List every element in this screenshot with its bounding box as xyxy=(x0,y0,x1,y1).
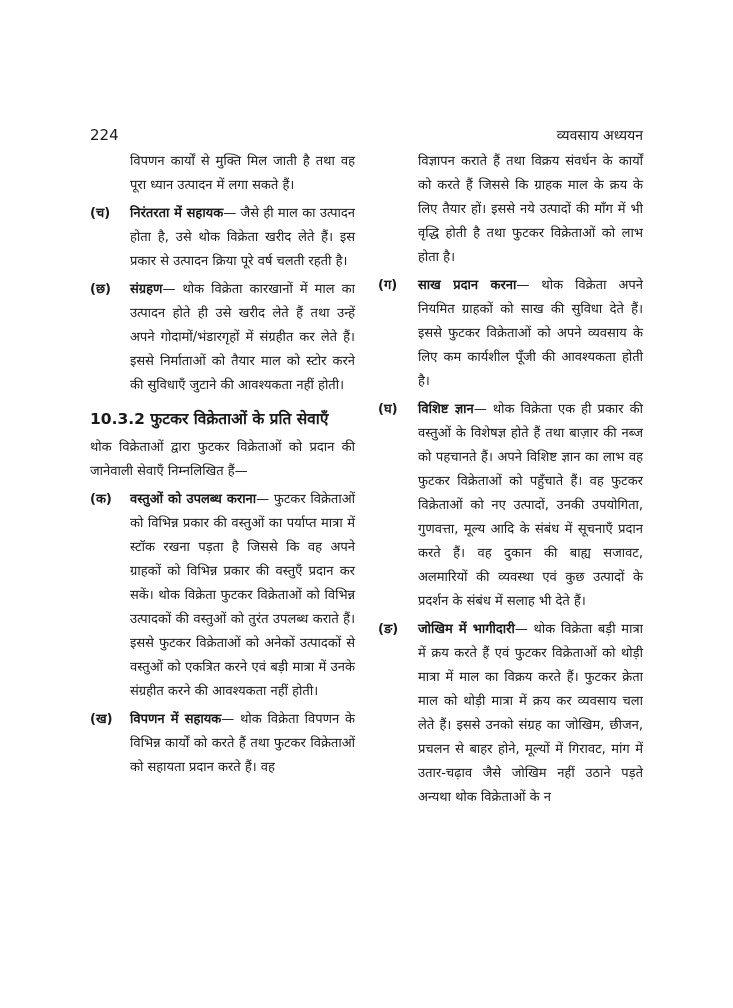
continued-paragraph: विपणन कार्यों से मुक्ति मिल जाती है तथा वह पूरा ध्यान उत्पादन में लगा सकते हैं। xyxy=(130,154,355,193)
list-item-kha xyxy=(90,708,355,780)
item-marker: (छ) xyxy=(90,282,111,297)
item-term: संग्रहण xyxy=(130,282,163,297)
item-marker: (क) xyxy=(90,492,112,507)
item-term: साख प्रदान करना xyxy=(418,278,517,293)
item-text: — थोक विक्रेता बड़ी मात्रा में क्रय करते हैं एवं फुटकर विक्रेताओं को थोड़ी मात्रा में माल का विक्रय करते हैं। फुटकर क्रेता माल को थोड़ी मात्रा में क्रय कर व्यवसाय चला लेते हैं। इससे उनको संग्रह का जोखिम, छीजन, प्रचलन से बाहर होने, मूल्यों में गिरावट, मांग में उतार-चढ़ाव जैसे जोखिम नहीं उठाने पड़ते अन्यथा थोक विक्रेताओं के न xyxy=(418,622,643,805)
item-marker: (ङ) xyxy=(378,622,399,637)
item-marker: (घ) xyxy=(378,402,398,417)
item-text: — थोक विक्रेता विपणन के विभिन्न कार्यों को करते हैं तथा फुटकर विक्रेताओं को सहायता प्रदान करते हैं। वह xyxy=(130,712,355,775)
left-column xyxy=(90,150,355,780)
item-term: जोखिम में भागीदारी xyxy=(418,622,515,637)
item-term: वस्तुओं को उपलब्ध कराना xyxy=(130,492,257,507)
item-term: निरंतरता में सहायक xyxy=(130,206,224,221)
item-marker: (च) xyxy=(90,206,111,221)
item-text: — थोक विक्रेता कारखानों में माल का उत्पादन होते ही उसे खरीद लेते हैं तथा उन्हें अपने गोदामों/भंडारगृहों में संग्रहीत कर लेते हैं। इससे निर्माताओं को तैयार माल को स्टोर करने की सुविधाएँ जुटाने की आवश्यकता नहीं होती। xyxy=(130,282,355,393)
item-text: — थोक विक्रेता अपने नियमित ग्राहकों को साख की सुविधा देते हैं। इससे फुटकर विक्रेताओं को अपने व्यवसाय के लिए कम कार्यशील पूँजी की आवश्यकता होती है। xyxy=(418,278,643,389)
item-marker: (ग) xyxy=(378,278,398,293)
section-heading: 10.3.2 फुटकर विक्रेताओं के प्रति सेवाएँ xyxy=(90,410,329,428)
item-text: — थोक विक्रेता एक ही प्रकार की वस्तुओं के विशेषज्ञ होते हैं तथा बाज़ार की नब्ज को पहचानते हैं। अपने विशिष्ट ज्ञान का लाभ वह फुटकर विक्रेताओं को पहुँचाते हैं। वह फुटकर विक्रेताओं को नए उत्पादों, उनकी उपयोगिता, गुणवत्ता, मूल्य आदि के संबंध में सूचनाएँ प्रदान करते हैं। वह दुकान की बाह्य सजावट, अलमारियों की व्यवस्था एवं कुछ उत्पादों के प्रदर्शन के संबंध में सलाह भी देते हैं। xyxy=(418,402,643,609)
item-term: विशिष्ट ज्ञान xyxy=(418,402,474,417)
list-item-ga xyxy=(378,274,643,394)
list-item-chha xyxy=(90,278,355,398)
list-item-cha xyxy=(90,202,355,274)
list-item-ka xyxy=(90,488,355,704)
running-title: व्यवसाय अध्ययन xyxy=(556,128,643,144)
item-term: विपणन में सहायक xyxy=(130,712,222,727)
list-item-nga xyxy=(378,618,643,810)
list-item-gha xyxy=(378,398,643,614)
page-header xyxy=(90,126,643,148)
item-text: — फुटकर विक्रेताओं को विभिन्न प्रकार की वस्तुओं का पर्याप्त मात्रा में स्टॉक रखना पड़ता है जिससे कि वह अपने ग्राहकों को विभिन्न प्रकार की वस्तुएँ प्रदान कर सकें। थोक विक्रेता फुटकर विक्रेताओं को विभिन्न उत्पादकों की वस्तुओं को तुरंत उपलब्ध कराते हैं। इससे फुटकर विक्रेताओं को अनेकों उत्पादकों से वस्तुओं को एकत्रित करने एवं बड़ी मात्रा में उनके संग्रहीत करने की आवश्यकता नहीं होती। xyxy=(130,492,355,699)
item-text: — जैसे ही माल का उत्पादन होता है, उसे थोक विक्रेता खरीद लेते हैं। इस प्रकार से उत्पादन क्रिया पूरे वर्ष चलती रहती है। xyxy=(130,206,355,269)
item-marker: (ख) xyxy=(90,712,113,727)
right-column xyxy=(378,150,643,810)
continued-paragraph: विज्ञापन कराते हैं तथा विक्रय संवर्धन के कार्यों को करते हैं जिससे कि ग्राहक माल के क्रय के लिए तैयार हों। इससे नये उत्पादों की माँग में भी वृद्धि होती है तथा फुटकर विक्रेताओं को लाभ होता है। xyxy=(418,154,643,265)
intro-paragraph: थोक विक्रेताओं द्वारा फुटकर विक्रेताओं को प्रदान की जानेवाली सेवाएँ निम्नलिखित हैं— xyxy=(90,440,355,479)
page-number: 224 xyxy=(90,126,119,144)
